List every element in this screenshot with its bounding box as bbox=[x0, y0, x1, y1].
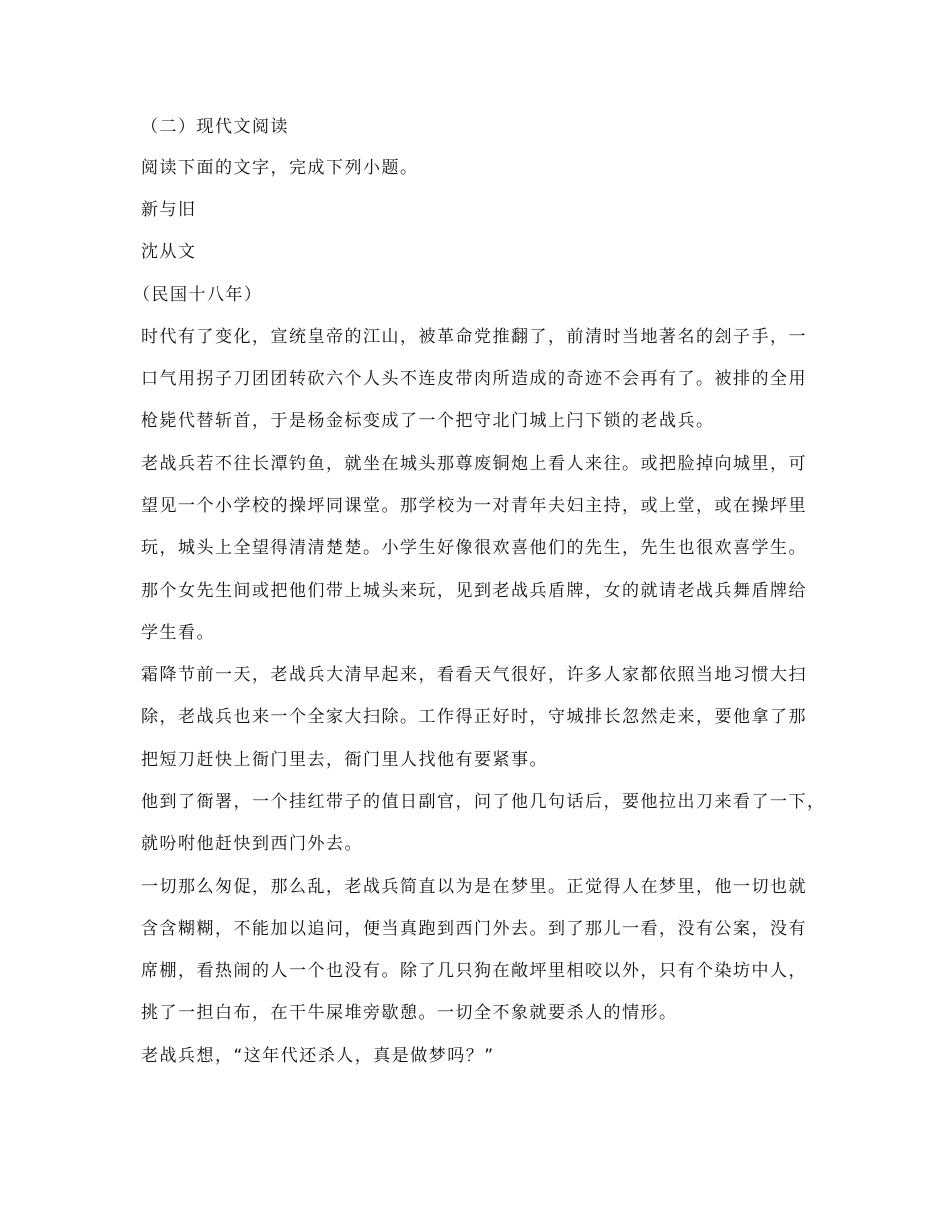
article-author: 沈从文 bbox=[141, 242, 197, 262]
paragraph-1-line-2: 口气用拐子刀团团转砍六个人头不连皮带肉所造成的奇迹不会再有了。被排的全用 bbox=[141, 369, 807, 389]
article-date-note: （民国十八年） bbox=[133, 285, 263, 305]
article-title: 新与旧 bbox=[141, 200, 197, 220]
paragraph-5-line-3: 席棚，看热闹的人一个也没有。除了几只狗在敞坪里相咬以外，只有个染坊中人， bbox=[141, 961, 807, 981]
section-heading: （二）现代文阅读 bbox=[141, 117, 289, 137]
paragraph-3-line-3: 把短刀赶快上衙门里去，衙门里人找他有要紧事。 bbox=[141, 750, 548, 770]
paragraph-3-line-1: 霜降节前一天，老战兵大清早起来，看看天气很好，许多人家都依照当地习惯大扫 bbox=[141, 665, 807, 685]
paragraph-5-line-1: 一切那么匆促，那么乱，老战兵简直以为是在梦里。正觉得人在梦里，他一切也就 bbox=[141, 877, 807, 897]
paragraph-1-line-1: 时代有了变化，宣统皇帝的江山，被革命党推翻了，前清时当地著名的刽子手，一 bbox=[141, 327, 807, 347]
paragraph-2-line-3: 玩，城头上全望得清清楚楚。小学生好像很欢喜他们的先生，先生也很欢喜学生。 bbox=[141, 538, 807, 558]
paragraph-2-line-2: 望见一个小学校的操坪同课堂。那学校为一对青年夫妇主持，或上堂，或在操坪里 bbox=[141, 496, 807, 516]
paragraph-6-line-1: 老战兵想，“这年代还杀人，真是做梦吗？” bbox=[141, 1046, 495, 1066]
paragraph-4-line-1: 他到了衙署，一个挂红带子的值日副官，问了他几句话后，要他拉出刀来看了一下， bbox=[141, 792, 826, 812]
instruction-text: 阅读下面的文字，完成下列小题。 bbox=[141, 158, 419, 178]
paragraph-5-line-2: 含含糊糊，不能加以追问，便当真跑到西门外去。到了那儿一看，没有公案，没有 bbox=[141, 919, 807, 939]
paragraph-2-line-4: 那个女先生间或把他们带上城头来玩，见到老战兵盾牌，女的就请老战兵舞盾牌给 bbox=[141, 581, 807, 601]
paragraph-5-line-4: 挑了一担白布，在干牛屎堆旁歇憩。一切全不象就要杀人的情形。 bbox=[141, 1003, 678, 1023]
paragraph-1-line-3: 枪毙代替斩首，于是杨金标变成了一个把守北门城上闩下锁的老战兵。 bbox=[141, 411, 715, 431]
paragraph-2-line-1: 老战兵若不往长潭钓鱼，就坐在城头那尊废铜炮上看人来往。或把脸掉向城里，可 bbox=[141, 454, 807, 474]
paragraph-3-line-2: 除，老战兵也来一个全家大扫除。工作得正好时，守城排长忽然走来，要他拿了那 bbox=[141, 707, 807, 727]
paragraph-4-line-2: 就吩咐他赶快到西门外去。 bbox=[141, 834, 363, 854]
paragraph-2-line-5: 学生看。 bbox=[141, 623, 215, 643]
